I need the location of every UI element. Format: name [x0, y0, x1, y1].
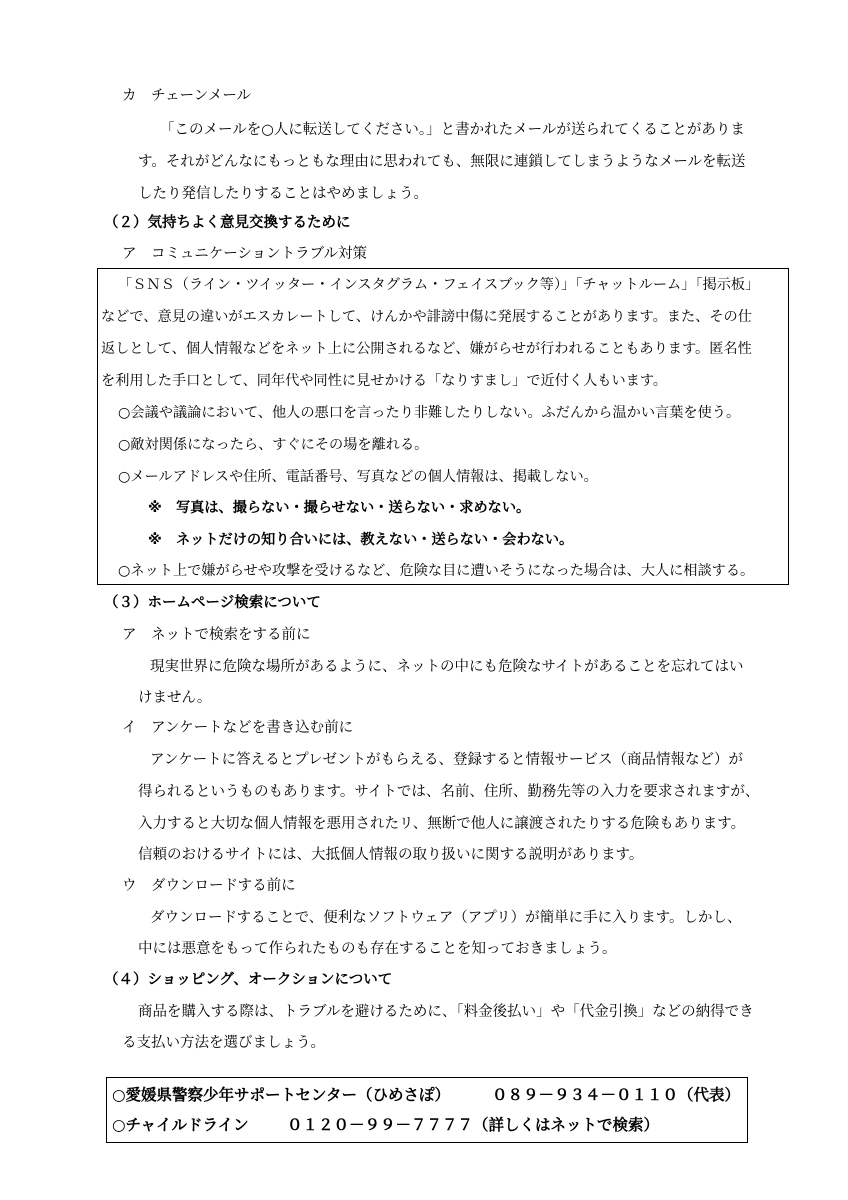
survey-before-line: アンケートに答えるとプレゼントがもらえる、登録すると情報サービス（商品情報など）が: [150, 752, 744, 768]
survey-before-heading: イ アンケートなどを書き込む前に: [122, 720, 354, 736]
shopping-line: る支払い方法を選びましょう。: [122, 1035, 325, 1051]
box-note: ※ 写真は、撮らない・撮らせない・送らない・求めない。: [148, 500, 531, 516]
chain-mail-heading: カ チェーンメール: [122, 88, 252, 104]
download-before-heading: ウ ダウンロードする前に: [122, 878, 296, 894]
box-note: ※ ネットだけの知り合いには、教えない・送らない・会わない。: [148, 532, 574, 548]
box-bullet: ○敵対関係になったら、すぐにその場を離れる。: [118, 437, 429, 453]
box-bullet: ○会議や議論において、他人の悪口を言ったり非難したりしない。ふだんから温かい言葉を使う。: [118, 405, 741, 421]
search-before-line: けません。: [138, 690, 212, 706]
shopping-line: 商品を購入する際は、トラブルを避けるために、「料金後払い」や「代金引換」などの納得でき: [138, 1004, 754, 1020]
search-before-heading: ア ネットで検索をする前に: [122, 627, 311, 643]
childline-phone: ０１２０－９９－７７７７（詳しくはネットで検索）: [287, 1116, 660, 1134]
chain-mail-line: 「このメールを○人に転送してください。」と書かれたメールが送られてくることがありま: [160, 122, 745, 138]
survey-before-line: 入力すると大切な個人情報を悪用されたリ、無断で他人に譲渡されたりする危険もあります。: [138, 816, 746, 832]
chain-mail-line: す。それがどんなにもっともな理由に思われても、無限に連鎖してしまうようなメールを転送: [138, 154, 746, 170]
section-2-heading: （２）気持ちよく意見交換するために: [104, 215, 351, 231]
chain-mail-line: したり発信したりすることはやめましょう。: [138, 186, 428, 202]
box-text-line: 返しとして、個人情報などをネット上に公開されるなど、嫌がらせが行われることもあります。匿名性: [101, 341, 752, 357]
box-bullet: ○メールアドレスや住所、電話番号、写真などの個人情報は、掲載しない。: [118, 469, 598, 485]
support-center-phone: ０８９－９３４－０１１０（代表）: [492, 1086, 741, 1104]
childline-name: ○チャイルドライン: [112, 1116, 249, 1134]
communication-trouble-heading: ア コミュニケーショントラブル対策: [122, 246, 368, 262]
survey-before-line: 得られるというものもあります。サイトでは、名前、住所、勤務先等の入力を要求されますが、: [138, 784, 760, 800]
box-bullet: ○ネット上で嫌がらせや攻撃を受けるなど、危険な目に遭いそうになった場合は、大人に相談する。: [118, 563, 755, 579]
section-4-heading: （４）ショッピング、オークションについて: [104, 972, 393, 988]
box-text-line: などで、意見の違いがエスカレートして、けんかや誹謗中傷に発展することがあります。また、その仕: [101, 309, 752, 325]
support-center-name: ○愛媛県警察少年サポートセンター（ひめさぽ）: [112, 1086, 450, 1104]
download-before-line: ダウンロードすることで、便利なソフトウェア（アプリ）が簡単に手に入ります。しかし、: [150, 910, 742, 926]
survey-before-line: 信頼のおけるサイトには、大抵個人情報の取り扱いに関する説明があります。: [138, 847, 644, 863]
box-text-line: を利用した手口として、同年代や同性に見せかける「なりすまし」で近付く人もいます。: [101, 373, 668, 389]
search-before-line: 現実世界に危険な場所があるように、ネットの中にも危険なサイトがあることを忘れてはい: [150, 659, 744, 675]
box-text-line: 「ＳＮＳ（ライン・ツイッター・インスタグラム・フェイスブック等）」「チャットルーム」「掲示板」: [118, 277, 760, 293]
download-before-line: 中には悪意をもって作られたものも存在することを知っておきましょう。: [138, 941, 617, 957]
section-3-heading: （３）ホームページ検索について: [104, 595, 321, 611]
